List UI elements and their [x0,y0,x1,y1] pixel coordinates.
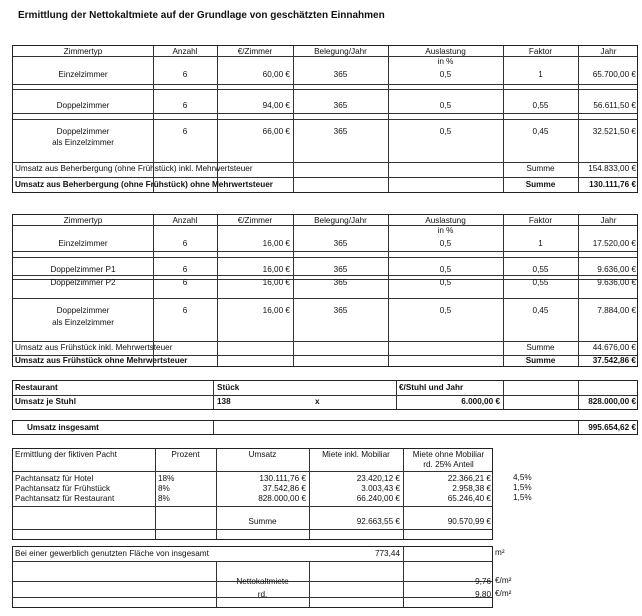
row2-typ: Doppelzimmer [56,101,110,110]
umsatz-insgesamt-label: Umsatz insgesamt [27,423,99,432]
rd-label: rd. [257,590,268,599]
row4-faktor: 0,45 [532,306,549,315]
pacht-summe-label: Summe [248,517,277,526]
row1-typ: Einzelzimmer [58,70,108,79]
row2-typ: Doppelzimmer P1 [50,265,116,274]
sum2-value: 130.111,76 € [589,180,636,189]
row2-auslastung: 0,5 [439,265,452,274]
sum1-key: Summe [526,343,555,352]
row1-anzahl: 6 [182,239,188,248]
pacht-row2-prozent: 8% [158,484,170,493]
restaurant-stueck-header: Stück [217,383,240,392]
header-auslastung: Auslastung [425,216,466,225]
table-fruehstueck [12,214,638,367]
row1-preis: 60,00 € [262,70,290,79]
restaurant-umsatz-label: Umsatz je Stuhl [15,397,76,406]
row4-preis: 16,00 € [262,306,290,315]
row2-belegung: 365 [333,101,348,110]
row1-jahr: 17.520,00 € [592,239,636,248]
row4-belegung: 365 [333,306,348,315]
pacht-header-label: Ermittlung der fiktiven Pacht [15,450,117,459]
sum1-label: Umsatz aus Frühstück inkl. Mehrwertsteuer [15,343,173,352]
header-belegung: Belegung/Jahr [314,216,367,225]
sum1-value: 154.833,00 € [588,164,636,173]
row3-typ: Doppelzimmer P2 [50,278,116,287]
pacht-row3-label: Pachtansatz für Restaurant [15,494,115,503]
restaurant-preis: 6.000,00 € [461,397,500,406]
row2-preis: 94,00 € [262,101,290,110]
row2-auslastung: 0,5 [439,101,452,110]
restaurant-x: x [315,397,320,406]
header-auslastung: Auslastung [425,47,466,56]
sum1-label: Umsatz aus Beherbergung (ohne Frühstück) inkl. Mehrwertsteuer [15,164,253,173]
pacht-row1-inkl: 23.420,12 € [356,474,400,483]
pacht-row2-label: Pachtansatz für Frühstück [15,484,111,493]
row3-anzahl: 6 [182,127,188,136]
pacht-header-ohne: Miete ohne Mobiliar [412,450,485,459]
header-preis: €/Zimmer [237,216,273,225]
pacht-row1-prozent: 18% [158,474,175,483]
page-title: Ermittlung der Nettokaltmiete auf der Grundlage von geschätzten Einnahmen [18,10,385,21]
umsatz-insgesamt-value: 995.654,62 € [588,423,636,432]
sum1-key: Summe [526,164,555,173]
row1-auslastung: 0,5 [439,239,452,248]
row1-auslastung: 0,5 [439,70,452,79]
header-auslastung-unit: in % [437,226,454,235]
pacht-header-inkl: Miete inkl. Mobiliar [322,450,390,459]
pacht-row3-pct: 1,5% [513,493,532,502]
row3-belegung: 365 [333,278,348,287]
header-zimmertyp: Zimmertyp [63,216,103,225]
row4-anzahl: 6 [182,306,188,315]
row2-faktor: 0,55 [532,101,549,110]
row2-preis: 16,00 € [262,265,290,274]
row3-preis: 16,00 € [262,278,290,287]
table-flaeche [12,546,493,608]
sum1-value: 44.676,00 € [592,343,636,352]
header-zimmertyp: Zimmertyp [63,47,103,56]
row3-jahr: 9.636,00 € [597,278,636,287]
header-preis: €/Zimmer [237,47,273,56]
row3-belegung: 365 [333,127,348,136]
row3-typ: Doppelzimmer [56,127,110,136]
pacht-row1-umsatz: 130.111,76 € [259,474,306,483]
flaeche-unit: m² [495,548,505,557]
row1-faktor: 1 [538,70,543,79]
header-jahr: Jahr [600,47,617,56]
row1-typ: Einzelzimmer [58,239,108,248]
table-pacht [12,448,493,540]
row2-anzahl: 6 [182,101,188,110]
sum2-key: Summe [525,356,556,365]
table-beherbergung [12,45,638,193]
row4-typ: Doppelzimmer [56,306,110,315]
pacht-row1-pct: 4,5% [513,473,532,482]
pacht-row2-inkl: 3.003,43 € [361,484,400,493]
row1-jahr: 65.700,00 € [592,70,636,79]
row2-jahr: 56.611,50 € [593,101,636,110]
restaurant-stueck: 138 [217,397,231,406]
sum2-label: Umsatz aus Frühstück ohne Mehrwertsteuer [15,356,188,365]
nettokalt-label: Nettokaltmiete [236,577,289,586]
restaurant-preis-header: €/Stuhl und Jahr [399,383,464,392]
pacht-row2-umsatz: 37.542,86 € [262,484,306,493]
row3-faktor: 0,45 [532,127,549,136]
pacht-summe-inkl: 92.663,55 € [356,517,400,526]
rd-value: 9,80 [475,590,491,599]
header-anzahl: Anzahl [172,216,198,225]
pacht-row3-umsatz: 828.000,00 € [258,494,306,503]
header-belegung: Belegung/Jahr [314,47,367,56]
nettokalt-value: 9,76 [475,577,491,586]
row3-preis: 66,00 € [262,127,290,136]
pacht-row3-ohne: 65.246,40 € [447,494,491,503]
row1-preis: 16,00 € [262,239,290,248]
table-umsatz-insgesamt [12,420,638,435]
pacht-summe-ohne: 90.570,99 € [447,517,491,526]
row3-auslastung: 0,5 [439,127,452,136]
header-jahr: Jahr [600,216,617,225]
table-restaurant [12,380,638,410]
pacht-row2-ohne: 2.958,38 € [452,484,491,493]
row1-belegung: 365 [333,239,348,248]
header-auslastung-unit: in % [437,57,454,66]
header-faktor: Faktor [528,47,553,56]
row3-auslastung: 0,5 [439,278,452,287]
row1-faktor: 1 [538,239,543,248]
pacht-anteil: rd. 25% Anteil [423,460,474,469]
header-faktor: Faktor [528,216,553,225]
row4-auslastung: 0,5 [439,306,452,315]
row1-belegung: 365 [333,70,348,79]
row2-belegung: 365 [333,265,348,274]
row3-typ2: als Einzelzimmer [52,138,114,147]
row2-faktor: 0,55 [532,265,549,274]
restaurant-label: Restaurant [15,383,58,392]
header-anzahl: Anzahl [172,47,198,56]
row3-jahr: 32.521,50 € [592,127,636,136]
row4-jahr: 7.884,00 € [597,306,636,315]
row2-anzahl: 6 [182,265,188,274]
row1-anzahl: 6 [182,70,188,79]
restaurant-total: 828.000,00 € [588,397,636,406]
pacht-row3-prozent: 8% [158,494,170,503]
row3-faktor: 0,55 [532,278,549,287]
pacht-row3-inkl: 66.240,00 € [356,494,400,503]
pacht-header-umsatz: Umsatz [248,450,277,459]
sum2-key: Summe [525,180,556,189]
pacht-row1-label: Pachtansatz für Hotel [15,474,94,483]
row2-jahr: 9.636,00 € [597,265,636,274]
pacht-header-prozent: Prozent [171,450,200,459]
nettokalt-unit: €/m² [495,576,512,585]
pacht-row1-ohne: 22.366,21 € [447,474,491,483]
pacht-row2-pct: 1,5% [513,483,532,492]
sum2-value: 37.542,86 € [592,356,636,365]
rd-unit: €/m² [495,589,512,598]
sum2-label: Umsatz aus Beherbergung (ohne Frühstück) ohne Mehrwertsteuer [15,180,273,189]
flaeche-value: 773,44 [374,549,400,558]
flaeche-label: Bei einer gewerblich genutzten Fläche von insgesamt [15,549,209,558]
row3-anzahl: 6 [182,278,188,287]
row4-typ2: als Einzelzimmer [52,318,114,327]
